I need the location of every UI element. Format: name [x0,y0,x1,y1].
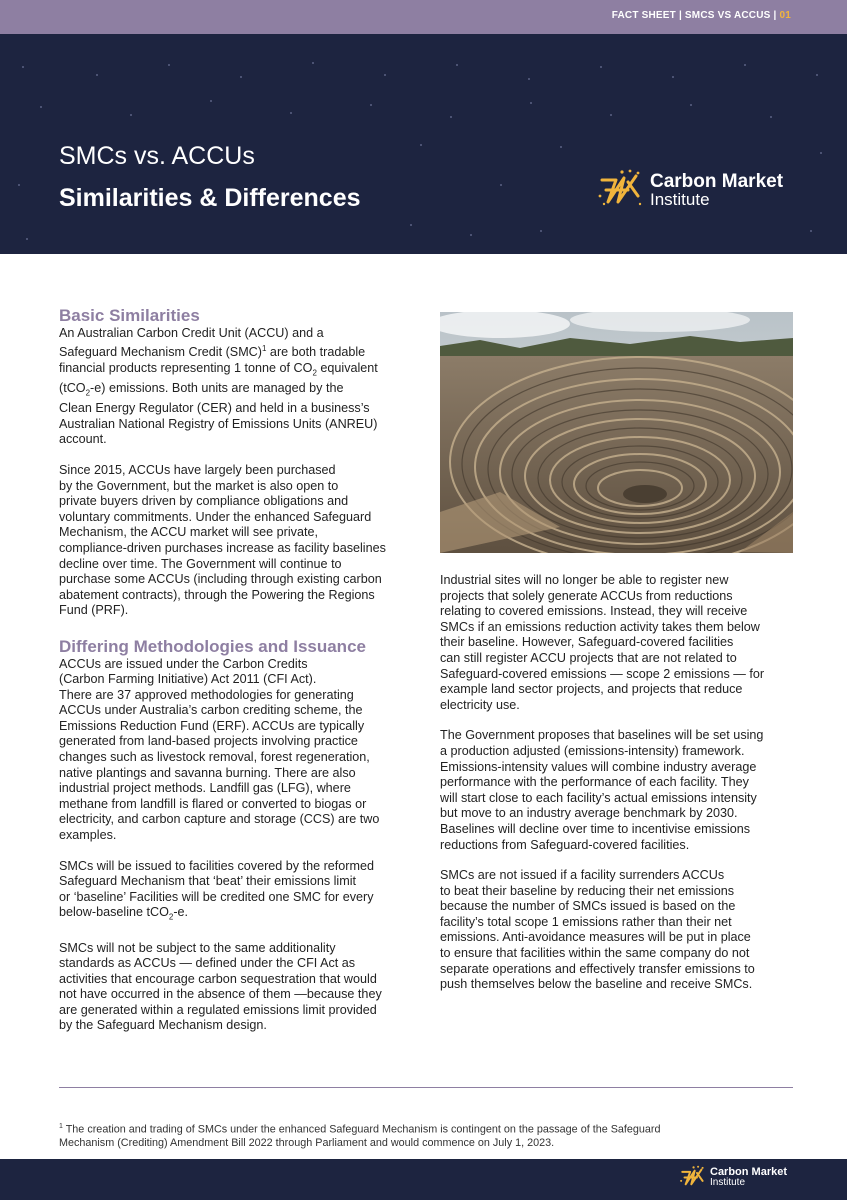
hero-banner [0,34,847,254]
footer-logo-line1: Carbon Market [710,1166,788,1178]
dot [290,112,292,114]
divider [59,1087,793,1088]
dot [240,76,242,78]
dot [600,66,602,68]
dot [40,106,42,108]
heading-basic-similarities: Basic Similarities [59,306,200,325]
paragraph-accu-market: Since 2015, ACCUs have largely been purchased by the Government, but the market is also open to private buyers driven by compliance obligations and voluntary commitments. Under the enhanced Safeguard Mechanism, the ACCU market will see private, compliance-driven purchases increase as facility baselines decline over time. The Government will continue to purchase some ACCUs (including through existing carbon abatement contracts), through the Powering the Regions Fund (PRF). [59,462,386,618]
page-title: SMCs vs. ACCUs [59,142,255,170]
fact-sheet-tag: FACT SHEET | SMCS VS ACCUS | 01 [611,10,791,21]
dot [96,74,98,76]
dot [610,114,612,116]
dot [410,224,412,226]
dot [450,116,452,118]
footer-logo [680,1165,787,1190]
heading-differing-methodologies: Differing Methodologies and Issuance [59,636,366,656]
page-subtitle: Similarities & Differences [59,184,361,212]
dot [690,104,692,106]
left-column [59,308,421,1034]
paragraph-additionality: SMCs will not be subject to the same additionality standards as ACCUs — defined under the CFI Act as activities that encourage carbon sequestration that would not have occurred in the absence of them —because they are generated within a regulated emissions limit provided by the Safeguard Mechanism design. [59,940,382,1033]
dot [456,64,458,66]
cmi-logo [598,168,783,212]
footnote: $^1$ The creation and trading of SMCs under the enhanced Safeguard Mechanism is contingent on the passage of the Safeguard Mechanism (Crediting) Amendment Bill 2022 through Parliament and would commence on July 1, 2023. [59,1123,661,1149]
paragraph-similarities: An Australian Carbon Credit Unit (ACCU) and a Safeguard Mechanism Credit (SMC)$^1$ are both tradable financial products representing 1 tonne of $CO_2$ equivalent (tCO$_2$-e) emissions. Both units are managed by the Clean Energy Regulator (CER) and held in a business’s Australian National Registry of Emissions Units (ANREU) account. [59,325,378,447]
footer-logo-line2: Institute [710,1177,746,1188]
dot [22,66,24,68]
dot [770,116,772,118]
dot [168,64,170,66]
dot [130,114,132,116]
open-pit-mine-photo [440,312,793,553]
top-bar [0,0,847,34]
dot [820,152,822,154]
cmi-logo-icon [598,168,644,212]
dot [470,234,472,236]
paragraph-baselines: The Government proposes that baselines will be set using a production adjusted (emissions-intensity) framework. Emissions-intensity values will combine industry average performance with the performance of each facility. They will start close to each facility’s actual emissions intensity but move to an industry average benchmark by 2030. Baselines will decline over time to incentivise emissions reductions from Safeguard-covered facilities. [440,728,764,852]
cmi-logo-icon [680,1165,706,1190]
dot [816,74,818,76]
dot [420,144,422,146]
dot [26,238,28,240]
dot [672,76,674,78]
dot [530,102,532,104]
dot [500,184,502,186]
paragraph-accu-issuance: ACCUs are issued under the Carbon Credits (Carbon Farming Initiative) Act 2011 (CFI Act). There are 37 approved methodologies for generating ACCUs under Australia’s carbon crediting scheme, the Emissions Reduction Fund (ERF). ACCUs are typically generated from land-based projects involving practice changes such as livestock removal, forest regeneration, native plantings and savanna burning. There are also industrial project methods. Landfill gas (LFG), where methane from landfill is flared or converted to biogas or electricity, and carbon capture and storage (CCS) are two examples. [59,656,380,843]
footer-bar [0,1159,847,1200]
dot [370,104,372,106]
dot [18,184,20,186]
logo-line1: Carbon Market [650,171,784,192]
page-number: 01 [779,10,791,21]
right-column [440,573,798,993]
dot [210,100,212,102]
paragraph-anti-avoidance: SMCs are not issued if a facility surrenders ACCUs to beat their baseline by reducing their net emissions because the number of SMCs issued is based on the facility’s total scope 1 emissions rather than their net emissions. Anti-avoidance measures will be put in place to ensure that facilities within the same company do not separate operations and effectively transfer emissions to push themselves below the baseline and receive SMCs. [440,868,755,992]
dot [744,64,746,66]
paragraph-industrial-sites: Industrial sites will no longer be able to register new projects that solely generate ACCUs from reductions relating to covered emissions. Instead, they will receive SMCs if an emissions reduction activity takes them below their baseline. However, Safeguard-covered facilities can still register ACCU projects that are not related to Safeguard-covered emissions — scope 2 emissions — for example land sector projects, and projects that reduce electricity use. [440,573,765,712]
dot [312,62,314,64]
dot [810,230,812,232]
dot [384,74,386,76]
logo-line2: Institute [650,190,710,209]
paragraph-smc-issuance: SMCs will be issued to facilities covered by the reformed Safeguard Mechanism that ‘beat’ their emissions limit or ‘baseline’ Facilities will be credited one SMC for every below-baseline tCO$_2$-e. [59,858,374,922]
dot [540,230,542,232]
dot [560,146,562,148]
dot [528,78,530,80]
